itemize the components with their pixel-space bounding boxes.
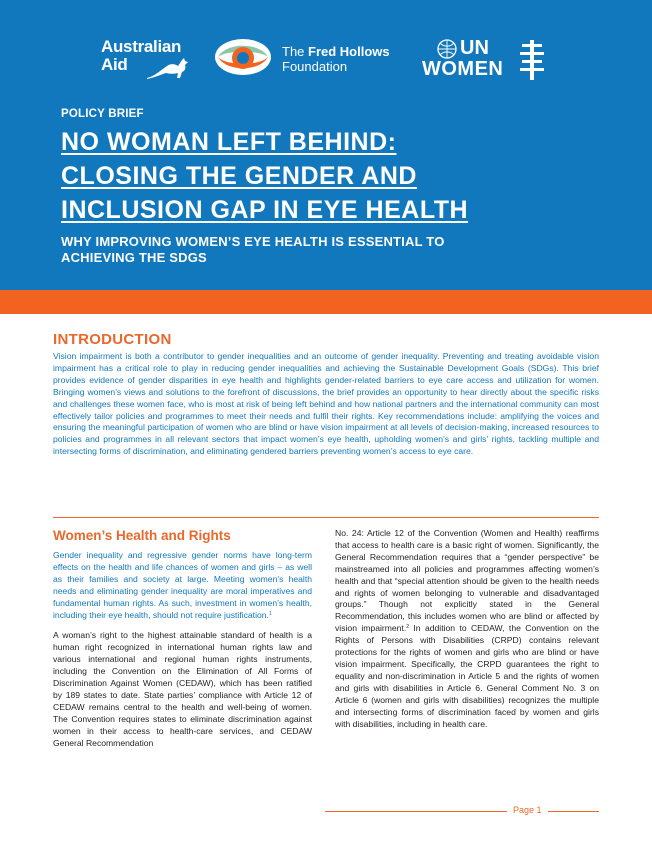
- header-banner: [0, 0, 652, 290]
- section-paragraph-3: [335, 528, 599, 730]
- fred-hollows-wordmark: [282, 44, 390, 74]
- fred-hollows-logo: [212, 36, 412, 80]
- fred-hollows-prefix: The: [282, 44, 309, 59]
- page-title: [61, 125, 581, 227]
- footer-rule: [325, 811, 599, 812]
- un-women-logo: [422, 38, 552, 82]
- subtitle-line-2: ACHIEVING THE SDGS: [61, 250, 207, 265]
- paragraph-3-part-b: In addition to CEDAW, the Convention on the Rights of Persons with Disabilities (CRPD) contains relevant protections for the rights of women and girls who are blind or have vision impairment. Specifically, the CRPD guarantees the right to equality and non-discrimination in Article 5 and the rights of women and girls with disabilities in Article 6. General Comment No. 3 on Article 6 (women and girls with disabilities) recognizes the multiple and intersecting forms of discrimination faced by women and girls with disabilities, including in health care.: [335, 623, 599, 729]
- australian-aid-line1: Australian: [101, 37, 182, 56]
- section-paragraph-2: A woman’s right to the highest attainable standard of health is a human right recognized in international human rights law and various international and regional human rights instruments, including the Convention on the Elimination of All Forms of Discrimination Against Women (CEDAW), which has been ratified by 189 states to date. State parties’ compliance with Article 12 of CEDAW remains central to the health and well-being of women. The Convention requires states to eliminate discrimination against women in their access to health-care services, and CEDAW General Recommendation: [53, 630, 312, 748]
- right-column: [335, 528, 599, 730]
- women-text: WOMEN: [422, 58, 504, 80]
- footnote-ref-2: 2: [406, 624, 410, 631]
- partner-logos: [0, 32, 652, 82]
- australian-aid-logo: [101, 38, 211, 82]
- un-text: UN: [460, 37, 489, 59]
- australian-aid-line2: Aid: [101, 55, 128, 74]
- intro-heading: INTRODUCTION: [53, 331, 172, 348]
- lead-text: Gender inequality and regressive gender norms have long-term effects on the health and life chances of women and girls – as well as their families and society at large. Meeting women’s health needs and eliminating gender inequality are moral imperatives and fundamental human rights. As such, investment in women’s health, including their eye health, should not require justification.: [53, 550, 312, 620]
- intro-paragraph: Vision impairment is both a contributor to gender inequalities and an outcome of gender inequality. Preventing and treating avoidable vision impairment has a critical role to play in reducing gender inequalities and achieving the Sustainable Development Goals (SDGs). This brief provides evidence of gender disparities in eye health and highlights gender-related barriers to eye care access and utilization for women. Bringing women’s views and solutions to the forefront of discussions, the brief provides an opportunity to hear directly about the specific risks and challenges these women face, who is most at risk of being left behind and how national partners and the international community can most effectively tailor policies and programmes to meet their needs and fulfil their rights. Key recommendations include: amplifying the voices and ensuring the meaningful participation of women who are blind or have vision impairment at all levels of decision-making, increased resources to policies and programmes in all relevant sectors that impact women’s eye health, upholding women’s and girls’ rights, tackling multiple and intersecting forms of discrimination, and eliminating gendered barriers preventing women’s access to eye care.: [53, 351, 599, 457]
- fred-hollows-name: Fred Hollows: [308, 44, 390, 59]
- un-emblem-icon: [436, 38, 458, 60]
- subtitle-line-1: WHY IMPROVING WOMEN’S EYE HEALTH IS ESSENTIAL TO: [61, 234, 445, 249]
- footnote-ref-1: 1: [268, 610, 272, 617]
- section-lead-paragraph: [53, 550, 312, 621]
- un-women-symbol-icon: [520, 40, 544, 80]
- title-line-3: INCLUSION GAP IN EYE HEALTH: [61, 196, 469, 224]
- orange-band: [0, 290, 652, 314]
- title-line-2: CLOSING THE GENDER AND: [61, 162, 417, 190]
- section-divider: [53, 517, 599, 518]
- fred-hollows-foundation: Foundation: [282, 59, 348, 74]
- left-column: [53, 528, 312, 750]
- page-number: Page 1: [507, 805, 548, 815]
- paragraph-3-part-a: No. 24: Article 12 of the Convention (Women and Health) reaffirms that access to health care is a basic right of women. Significantly, the General Recommendation requires that a “gender perspective” be mainstreamed into all policies and programmes affecting women’s health and that “special attention should be given to the health needs and rights of women belonging to vulnerable and disadvantaged groups.” Though not explicitly stated in the General Recommendation, this includes women who are blind or affected by vision impairment.: [335, 528, 599, 634]
- eye-logo-icon: [212, 36, 274, 78]
- page-subtitle: [61, 234, 561, 266]
- section-heading: Women’s Health and Rights: [53, 528, 231, 543]
- title-line-1: NO WOMAN LEFT BEHIND:: [61, 128, 397, 156]
- policy-brief-label: POLICY BRIEF: [61, 108, 144, 120]
- kangaroo-icon: [145, 56, 195, 82]
